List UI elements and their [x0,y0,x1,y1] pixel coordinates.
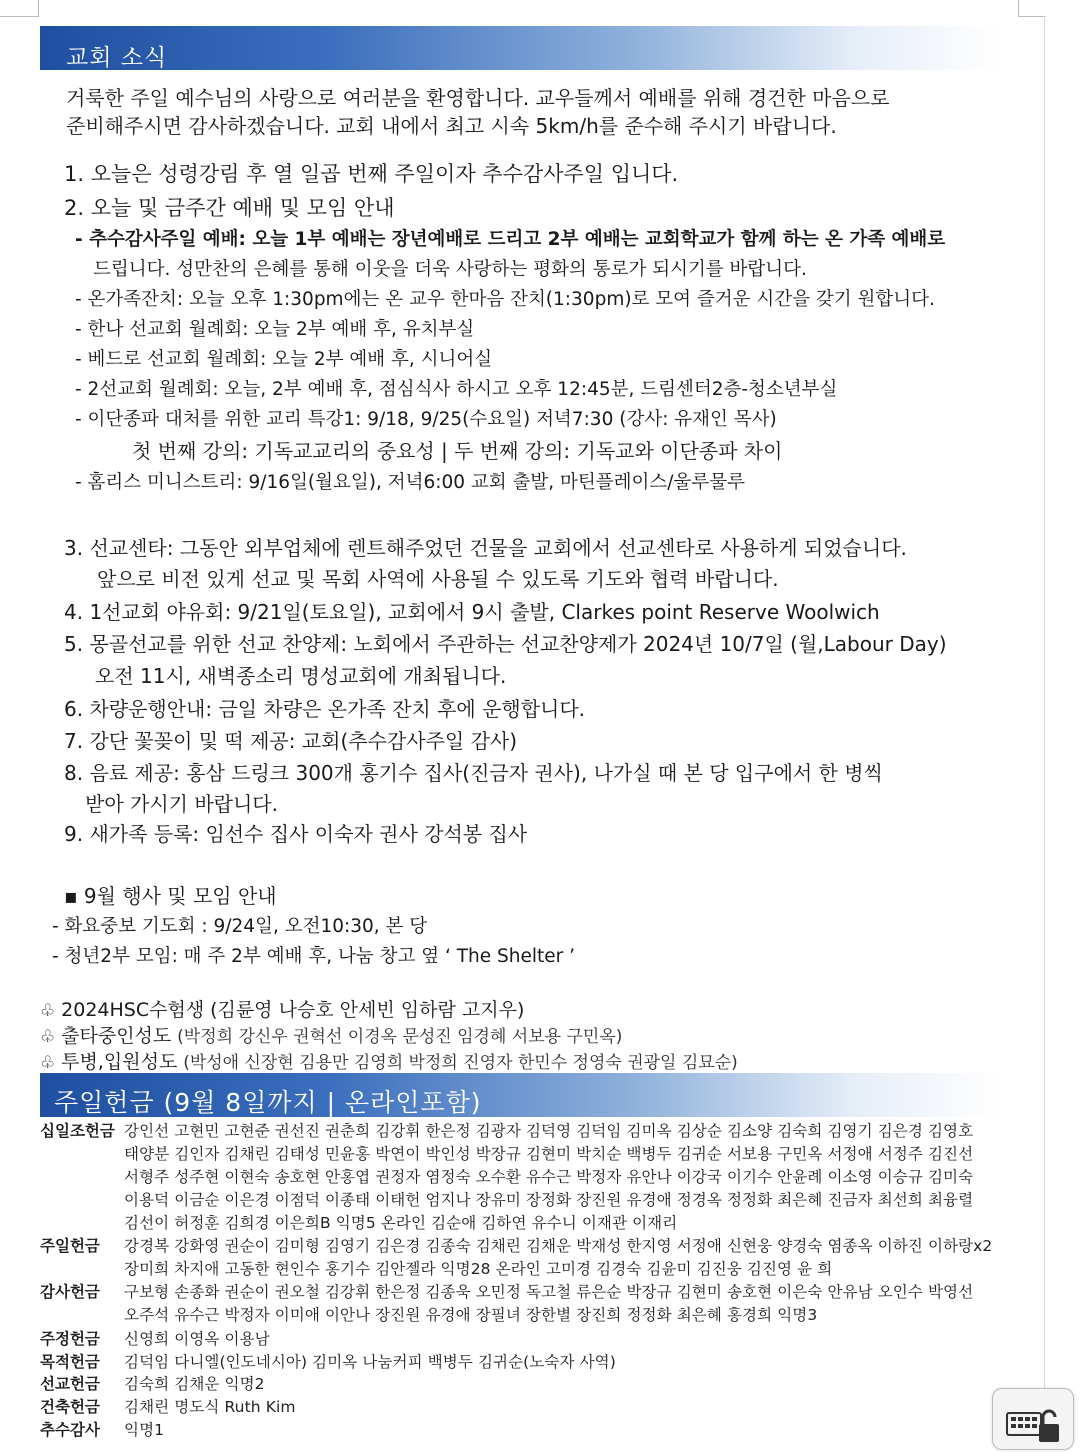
prayer-line [40,995,524,1022]
list-item: 6. 차량운행안내: 금일 차량은 온가족 잔치 후에 운행합니다. [64,697,586,721]
list-item: 첫 번째 강의: 기독교교리의 중요성 | 두 번째 강의: 기독교와 이단종파 차이 [132,439,783,463]
prayer-line [40,1047,738,1074]
offering-names: 강경복 강화영 권순이 김미형 김영기 김은경 김종숙 김채린 김채운 박재성 한지영 서정애 신현웅 양경숙 염종옥 이하진 이하랑x2 [124,1237,993,1255]
list-item: 1. 오늘은 성령강림 후 열 일곱 번째 주일이자 추수감사주일 입니다. [64,162,679,186]
offering-label: 감사헌금 [40,1283,100,1301]
page-corner-mark [38,0,39,16]
prayer-names: (박정희 강신우 권혁선 이경옥 문성진 임경혜 서보용 구민옥) [177,1027,623,1047]
section-title: 교회 소식 [66,45,168,71]
list-item: 앞으로 비전 있게 선교 및 목회 사역에 사용될 수 있도록 기도와 협력 바랍니다. [97,567,779,591]
prayer-line [40,1021,622,1048]
clover-icon: ♧ [40,1001,56,1021]
list-item: - 홈리스 미니스트리: 9/16일(월요일), 저녁6:00 교회 출발, 마틴플레이스/울루물루 [75,472,745,493]
list-item: - 이단종파 대처를 위한 교리 특강1: 9/18, 9/25(수요일) 저녁7:30 (강사: 유재인 목사) [75,409,777,430]
offering-names: 익명1 [124,1421,165,1439]
offering-names: 김덕임 다니엘(인도네시아) 김미옥 나눔커피 백병두 김귀순(노숙자 사역) [124,1353,616,1371]
clover-icon: ♧ [40,1027,56,1047]
offering-names: 김채린 명도식 Ruth Kim [124,1398,296,1416]
list-item: 8. 음료 제공: 홍삼 드링크 300개 홍기수 집사(진금자 권사), 나가실 때 본 당 입구에서 한 병씩 [64,761,883,785]
offering-names: 이용덕 이금순 이은경 이점덕 이종태 이태헌 엄지나 장유미 장정화 장진원 유경애 정경옥 정정화 최은혜 진금자 최선희 최융렬 [124,1191,974,1209]
page-corner-mark [1018,0,1019,16]
offering-label: 건축헌금 [40,1398,100,1416]
list-item: - 2선교회 월례회: 오늘, 2부 예배 후, 점심식사 하시고 오후 12:45분, 드림센터2층-청소년부실 [75,379,838,400]
prayer-names: (박성애 신장현 김용만 김영희 박정희 진영자 한민수 정영숙 권광일 김묘순) [183,1053,738,1073]
list-item: 7. 강단 꽃꽂이 및 떡 제공: 교회(추수감사주일 감사) [64,729,518,753]
list-item: - 온가족잔치: 오늘 오후 1:30pm에는 온 교우 한마음 잔치(1:30pm)로 모여 즐거운 시간을 갖기 원합니다. [75,289,935,310]
list-item: 2. 오늘 및 금주간 예배 및 모임 안내 [64,196,395,220]
offering-banner [40,1073,1000,1117]
offering-label: 선교헌금 [40,1375,100,1393]
prayer-label: 2024HSC수험생 [61,999,205,1021]
list-item: 9. 새가족 등록: 임선수 집사 이숙자 권사 강석봉 집사 [64,822,528,846]
offering-label: 추수감사 [40,1421,100,1439]
offering-label: 주정헌금 [40,1330,100,1348]
offering-label: 목적헌금 [40,1353,100,1371]
clover-icon: ♧ [40,1053,56,1073]
intro-line: 준비해주시면 감사하겠습니다. 교회 내에서 최고 시속 5km/h를 준수해 주시기 바랍니다. [66,114,837,138]
intro-line: 거룩한 주일 예수님의 사랑으로 여러분을 환영합니다. 교우들께서 예배를 위해 경건한 마음으로 [66,86,890,110]
page-corner-mark [1018,16,1046,17]
offering-label: 주일헌금 [40,1237,100,1255]
page-corner-mark [0,16,39,17]
offering-names: 강인선 고현민 고현준 권선진 권춘희 김강휘 한은정 김광자 김덕영 김덕임 김미옥 김상순 김소양 김숙희 김영기 김은경 김영호 [124,1122,974,1140]
list-item: 받아 가시기 바랍니다. [85,792,278,816]
list-item: - 베드로 선교회 월례회: 오늘 2부 예배 후, 시니어실 [75,349,493,370]
offering-names: 장미희 차지애 고동한 현인수 홍기수 김안젤라 익명28 온라인 고미경 김경숙 김윤미 김진웅 김진영 윤 희 [124,1260,833,1278]
intro-paragraph [66,84,1016,140]
list-item: ▪ 9월 행사 및 모임 안내 [64,884,277,908]
prayer-names: (김륜영 나승호 안세빈 임하람 고지우) [210,999,525,1021]
church-news-banner [40,26,1000,70]
list-item: 드립니다. 성만찬의 은혜를 통해 이웃을 더욱 사랑하는 평화의 통로가 되시기를 바랍니다. [93,259,807,280]
list-item: 5. 몽골선교를 위한 선교 찬양제: 노회에서 주관하는 선교찬양제가 2024년 10/7일 (월,Labour Day) [64,632,947,656]
list-item: - 한나 선교회 월례회: 오늘 2부 예배 후, 유치부실 [75,319,475,340]
list-item: 오전 11시, 새벽종소리 명성교회에 개최됩니다. [95,664,507,688]
list-item: - 추수감사주일 예배: 오늘 1부 예배는 장년예배로 드리고 2부 예배는 교회학교가 함께 하는 온 가족 예배로 [75,229,946,250]
keyboard-lock-icon [993,1389,1073,1449]
page-edge [1044,16,1045,1444]
offering-names: 오주석 유수근 박정자 이미애 이안나 장진원 유경애 장필녀 장한별 장진희 정정화 최은혜 홍경희 익명3 [124,1306,818,1324]
list-item: - 화요중보 기도회 : 9/24일, 오전10:30, 본 당 [52,916,428,937]
offering-names: 김숙희 김채운 익명2 [124,1375,265,1393]
offering-names: 신영희 이영옥 이용남 [124,1330,270,1348]
offering-names: 구보형 손종화 권순이 권오철 김강휘 한은정 김종욱 오민정 독고철 류은순 박장규 김현미 송호현 이은숙 안유남 오인수 박영선 [124,1283,974,1301]
section-title: 주일헌금 (9월 8일까지 | 온라인포함) [54,1088,482,1117]
list-item: 4. 1선교회 야유회: 9/21일(토요일), 교회에서 9시 출발, Clarkes point Reserve Woolwich [64,600,880,624]
offering-label: 십일조헌금 [40,1122,115,1140]
list-item: - 청년2부 모임: 매 주 2부 예배 후, 나눔 창고 옆 ‘ The Shelter ’ [52,946,575,967]
offering-names: 태양분 김인자 김채린 김태성 민윤홍 박연이 박인성 박장규 김현미 박치순 백병두 김귀순 서보용 구민옥 서정애 서정주 김진선 [124,1145,974,1163]
list-item: 3. 선교센타: 그동안 외부업체에 렌트해주었던 건물을 교회에서 선교센타로 사용하게 되었습니다. [64,536,907,560]
offering-names: 김선이 허정훈 김희경 이은희B 익명5 온라인 김순애 김하연 유수니 이재관 이재리 [124,1214,678,1232]
offering-names: 서형주 성주현 이현숙 송호현 안홍엽 권정자 염정숙 오수환 유수근 박정자 유안나 이강국 이기수 안윤례 이소영 이승규 김미숙 [124,1168,974,1186]
prayer-label: 투병,입원성도 [61,1051,178,1073]
prayer-label: 출타중인성도 [61,1025,172,1047]
keyboard-lock-button[interactable] [992,1388,1074,1450]
